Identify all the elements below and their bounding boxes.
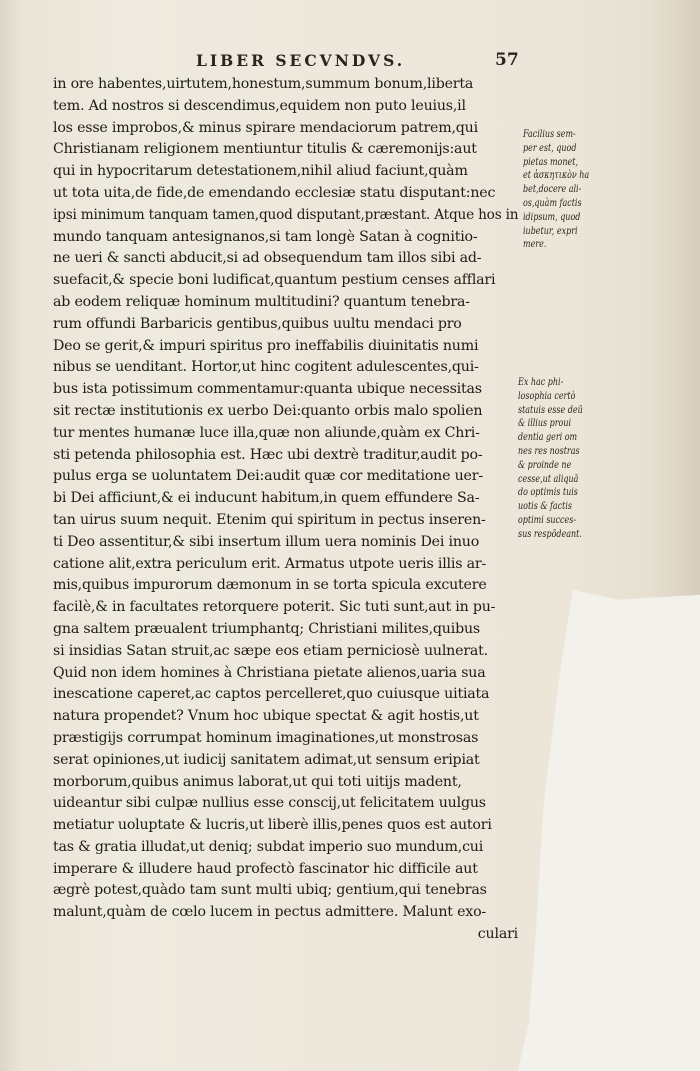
text-line: tem. Ad nostros si descendimus,equidem non puto leuius,il (53, 97, 466, 114)
text-line: serat opiniones,ut iudicij sanitatem adimat,ut sensum eripiat (53, 751, 480, 768)
text-line: facilè,& in facultates retorquere poterit. Sic tuti sunt,aut in pu- (53, 599, 496, 616)
marginal-note-line: losophia certò (518, 389, 576, 402)
text-line: imperare & illudere haud profectò fascinator hic difficile aut (53, 860, 478, 877)
text-line: natura propendet? Vnum hoc ubique spectat & agit hostis,ut (53, 708, 479, 725)
text-line: gna saltem præualent triumphantq; Christiani milites,quibus (53, 620, 480, 637)
text-line: bi Dei afficiunt,& ei inducunt habitum,in quem effundere Sa- (53, 490, 480, 507)
text-line: mundo tanquam antesignanos,si tam longè Satan à cognitio- (53, 228, 478, 245)
marginal-note-2 (518, 376, 618, 542)
text-line: ut tota uita,de fide,de emendando ecclesiæ statu disputant:nec (53, 184, 496, 201)
marginal-note-line: optimi succes- (518, 513, 577, 526)
text-line: sit rectæ institutionis ex uerbo Dei:quanto orbis malo spolien (53, 402, 483, 419)
text-line: ti Deo assentitur,& sibi insertum illum uera nominis Dei inuo (53, 533, 480, 550)
running-head: LIBER SECVNDVS. (196, 51, 406, 70)
text-line: metiatur uoluptate & lucris,ut liberè illis,penes quos est autori (53, 817, 492, 834)
text-line: uideantur sibi culpæ nullius esse conscij,ut felicitatem uulgus (53, 795, 486, 812)
text-line: malunt,quàm de cœlo lucem in pectus admittere. Malunt exo- (53, 904, 487, 921)
marginal-note-line: uotis & factis (518, 500, 573, 513)
text-line: ipsi minimum tanquam tamen,quod disputant,præstant. Atque hos in (53, 206, 519, 223)
marginal-note-line: iubetur, expri (523, 224, 578, 237)
marginal-note-line: idipsum, quod (523, 210, 581, 223)
text-line: ab eodem reliquæ hominum multitudini? quantum tenebra- (53, 293, 470, 310)
marginal-note-line: dentia geri om (518, 431, 578, 444)
marginal-note-1 (523, 128, 623, 252)
marginal-note-line: bet,docere ali- (523, 183, 582, 196)
text-line: mis,quibus impurorum dæmonum in se torta spicula excutere (53, 577, 487, 594)
marginal-note-line: Ex hac phi- (518, 376, 564, 388)
text-line: ne ueri & sancti abducit,si ad obsequendum tam illos sibi ad- (53, 250, 482, 267)
marginal-note-line: pietas monet, (523, 155, 578, 168)
text-line: si insidias Satan struit,ac sæpe eos etiam perniciosè uulnerat. (53, 642, 488, 659)
text-line: qui in hypocritarum detestationem,nihil aliud faciunt,quàm (53, 163, 468, 180)
text-line: in ore habentes,uirtutem,honestum,summum bonum,liberta (53, 76, 474, 92)
marginal-note-line: os,quàm factis (523, 196, 582, 209)
marginal-note-line: & proinde ne (518, 458, 572, 471)
marginal-note-line: do optimis tuis (518, 486, 578, 499)
text-line: catione alit,extra periculum erit. Armatus utpote ueris illis ar- (53, 555, 487, 572)
main-text-block (53, 74, 518, 946)
marginal-note-line: sus respōdeant. (518, 527, 582, 540)
marginal-note-line: Facilius sem- (523, 128, 576, 140)
text-line: sti petenda philosophia est. Hæc ubi dextrè traditur,audit po- (53, 446, 483, 463)
marginal-note-line: et ἀσκητικὸν ha (523, 169, 590, 182)
marginal-note-line: statuis esse deū (518, 403, 583, 416)
text-line: tan uirus suum nequit. Etenim qui spiritum in pectus inseren- (53, 511, 486, 528)
text-line: tas & gratia illudat,ut deniq; subdat imperio suo mundum,cui (53, 838, 484, 855)
text-line: los esse improbos,& minus spirare mendaciorum patrem,qui (53, 119, 478, 136)
folio-number: 57 (495, 50, 519, 70)
marginal-note-line: cesse,ut aliquā (518, 472, 579, 485)
text-line: pulus erga se uoluntatem Dei:audit quæ cor meditatione uer- (53, 468, 483, 485)
text-line: Christianam religionem mentiuntur titulis & cæremonijs:aut (53, 141, 477, 158)
marginal-note-line: mere. (523, 238, 547, 251)
text-line: culari (477, 926, 518, 943)
torn-paper-corner (518, 590, 700, 1071)
text-line: nibus se uenditant. Hortor,ut hinc cogitent adulescentes,qui- (53, 359, 479, 376)
text-line: bus ista potissimum commentamur:quanta ubique necessitas (53, 381, 482, 398)
text-line: præstigijs corrumpat hominum imaginationes,ut monstrosas (53, 729, 479, 746)
marginal-note-line: per est, quod (523, 141, 577, 154)
text-line: morborum,quibus animus laborat,ut qui toti uitijs madent, (53, 773, 462, 790)
text-line: tur mentes humanæ luce illa,quæ non aliunde,quàm ex Chri- (53, 424, 480, 441)
text-line: rum offundi Barbaricis gentibus,quibus uultu mendaci pro (53, 315, 462, 332)
text-line: ægrè potest,quàdo tam sunt multi ubiq; gentium,qui tenebras (53, 882, 487, 899)
text-line: inescatione caperet,ac captos percelleret,quo cuiusque uitiata (53, 686, 490, 703)
text-line: Deo se gerit,& impuri spiritus pro ineffabilis diuinitatis numi (53, 337, 479, 354)
page-header (0, 48, 700, 74)
text-line: suefacit,& specie boni ludificat,quantum pestium censes afflari (53, 272, 496, 289)
marginal-note-line: & illius proui (518, 417, 572, 430)
marginal-note-line: nes res nostras (518, 444, 580, 457)
text-line: Quid non idem homines à Christiana pietate alienos,uaria sua (53, 664, 486, 681)
